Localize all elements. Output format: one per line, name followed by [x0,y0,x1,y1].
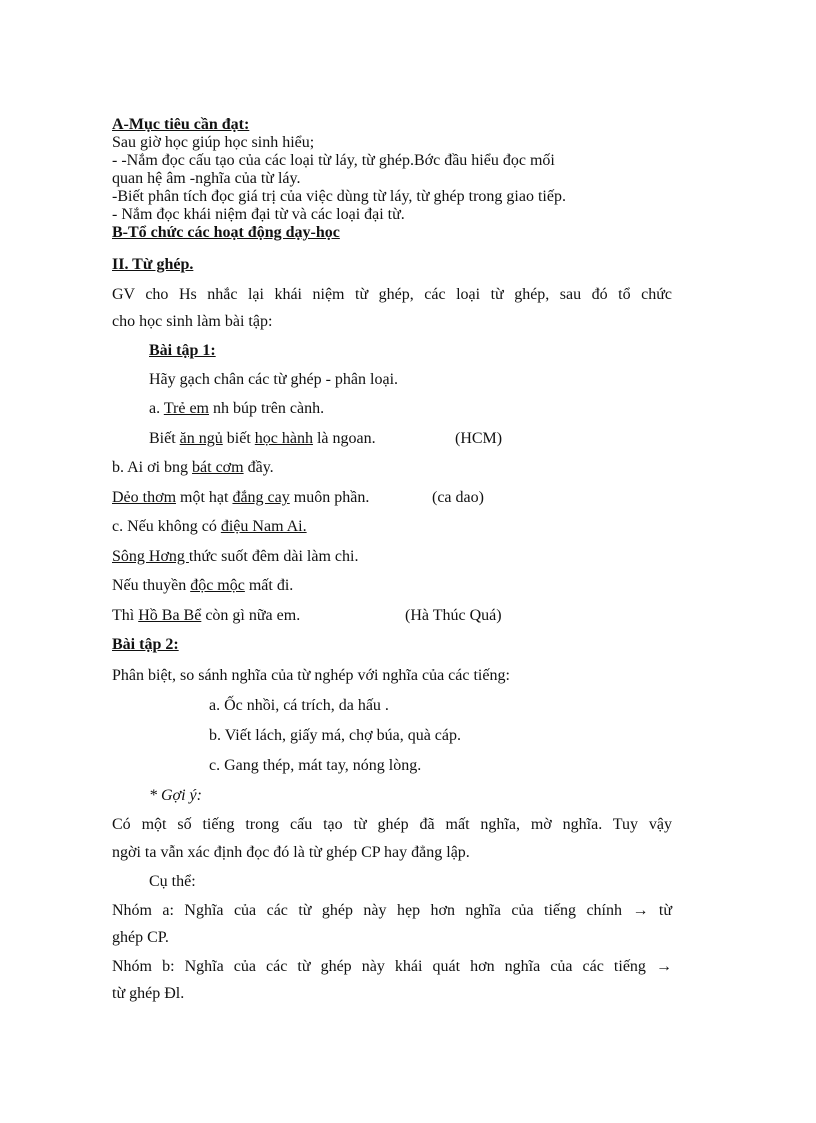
ex1-line-b2: Dẻo thơm một hạt đắng cay muôn phần. [112,489,370,506]
hint-para-line-1: Có một số tiếng trong cấu tạo từ ghép đã mất nghĩa, mờ nghĩa. Tuy vậy [112,816,672,833]
ex1-title: Bài tập 1: [149,342,216,359]
hint-label: * Gợi ý: [149,787,202,804]
compound-word: độc mộc [190,577,245,594]
compound-word: học hành [254,430,313,447]
compound-word: Trẻ em [163,400,209,417]
group-a-line-1: Nhóm a: Nghĩa của các từ ghép này hẹp hơn nghĩa của tiếng chính → từ [112,902,672,919]
hint-para-line-2: ngời ta vẫn xác định đọc đó là từ ghép CP hay đẳng lập. [112,844,470,861]
ex1-line-c2: Sông Hơng thức suốt đêm dài làm chi. [112,548,359,565]
compound-word: ăn ngủ [179,430,223,447]
goal-line-4: -Biết phân tích đọc giá trị của việc dùng từ láy, từ ghép trong giao tiếp. [112,188,566,205]
compound-word: Hồ Ba Bể [138,607,202,624]
part2-title: II. Từ ghép. [112,256,194,273]
ex1-line-b1: b. Ai ơi bng bát cơm đầy. [112,459,274,476]
hint-specific: Cụ thể: [149,873,196,890]
ex1-line-a2: Biết ăn ngủ biết học hành là ngoan. [149,430,376,447]
goal-line-3: quan hệ âm -nghĩa của từ láy. [112,170,301,187]
ex2-instruction: Phân biệt, so sánh nghĩa của từ nghép với nghĩa của các tiếng: [112,667,510,684]
ex2-item-a: a. Ốc nhồi, cá trích, da hấu . [209,697,389,714]
ex1-line-c3: Nếu thuyền độc mộc mất đi. [112,577,294,594]
group-a-line-2: ghép CP. [112,929,169,946]
group-b-line-1: Nhóm b: Nghĩa của các từ ghép này khái quát hơn nghĩa của các tiếng → [112,958,672,975]
compound-word: đắng cay [232,489,290,506]
section-a [112,116,712,242]
compound-word: bát cơm [192,459,244,476]
part2-intro-line-1: GV cho Hs nhắc lại khái niệm từ ghép, các loại từ ghép, sau đó tổ chức [112,286,672,303]
ex2-item-c: c. Gang thép, mát tay, nóng lòng. [209,757,422,774]
goal-line-2: - -Nắm đọc cấu tạo của các loại từ láy, từ ghép.Bớc đầu hiểu đọc mối [112,152,555,169]
ex1-instruction: Hãy gạch chân các từ ghép - phân loại. [149,371,399,388]
ex1-line-a1: a. Trẻ em nh búp trên cành. [149,400,325,417]
compound-word: Dẻo thơm [112,489,177,506]
ex1-line-c4: Thì Hồ Ba Bể còn gì nữa em. [112,607,301,624]
citation-ha-thuc-qua: (Hà Thúc Quá) [405,607,502,624]
section-b-title: B-Tổ chức các hoạt động dạy-học [112,224,340,241]
citation-hcm: (HCM) [455,430,503,447]
ex2-title: Bài tập 2: [112,636,179,653]
ex2-item-b: b. Viết lách, giấy má, chợ búa, quà cáp. [209,727,462,744]
ex1-line-c1: c. Nếu không có điệu Nam Ai. [112,518,307,535]
compound-word: điệu Nam Ai. [220,518,307,535]
goal-line-5: - Nắm đọc khái niệm đại từ và các loại đại từ. [112,206,405,223]
part2-intro-line-2: cho học sinh làm bài tập: [112,313,273,330]
goal-line-1: Sau giờ học giúp học sinh hiểu; [112,134,315,151]
section-a-title: A-Mục tiêu cần đạt: [112,116,250,133]
group-b-line-2: từ ghép Đl. [112,985,185,1002]
compound-word: Sông Hơng [112,548,189,565]
citation-ca-dao: (ca dao) [432,489,484,506]
